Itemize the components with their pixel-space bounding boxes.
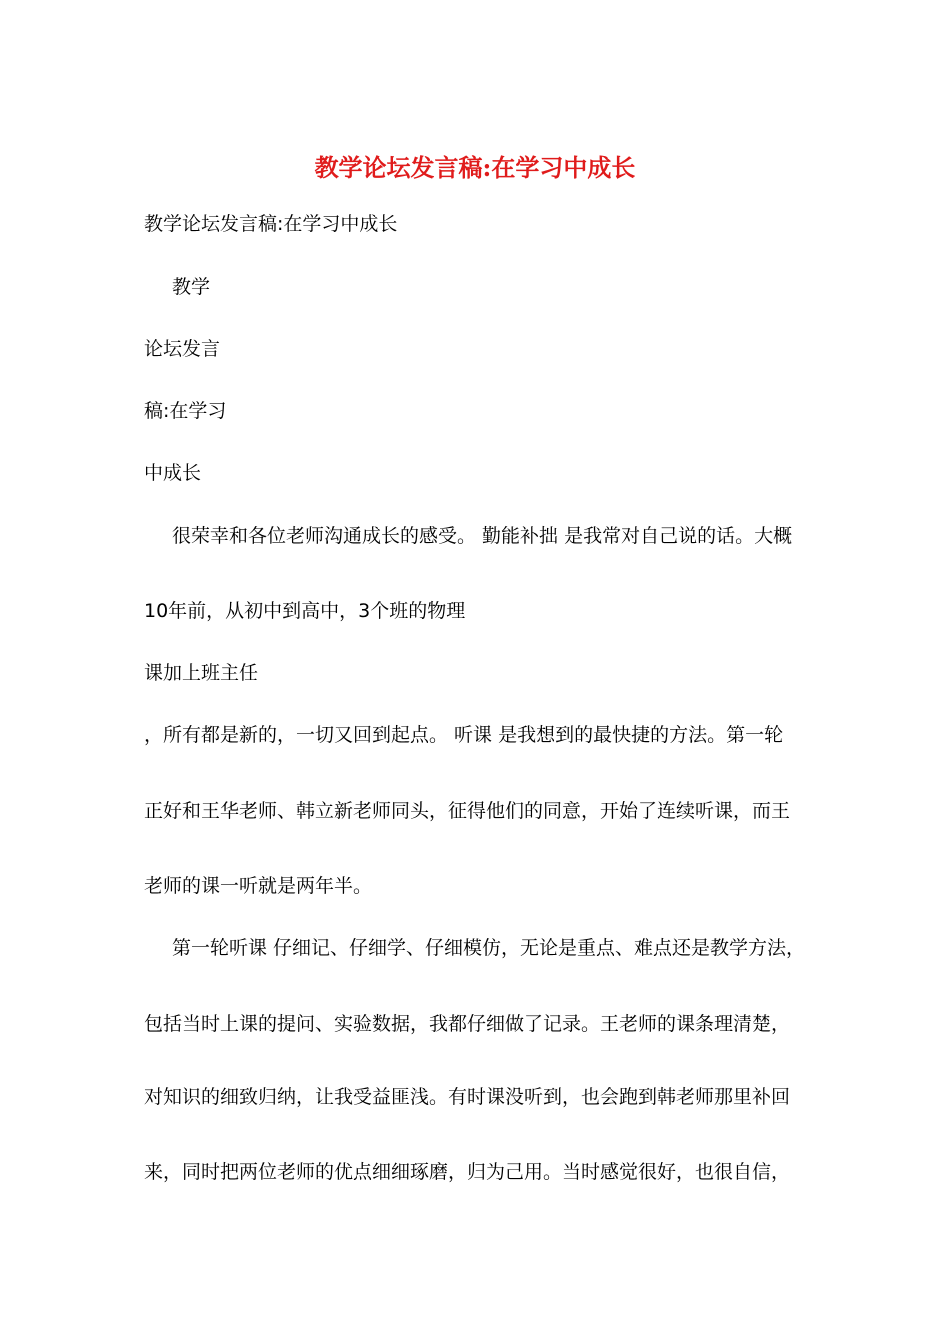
- subtitle-line: 教学论坛发言稿:在学习中成长: [144, 213, 398, 235]
- paragraph-line: 课加上班主任: [144, 662, 259, 684]
- text-line: 稿:在学习: [144, 400, 227, 422]
- paragraph-line: 包括当时上课的提问、实验数据，我都仔细做了记录。王老师的课条理清楚，: [144, 1013, 791, 1035]
- paragraph-line: 正好和王华老师、韩立新老师同头，征得他们的同意，开始了连续听课，而王: [144, 800, 791, 822]
- text-line: 中成长: [144, 462, 202, 484]
- paragraph-line: 来，同时把两位老师的优点细细琢磨，归为己用。当时感觉很好，也很自信，: [144, 1161, 791, 1183]
- paragraph-line: 很荣幸和各位老师沟通成长的感受。 勤能补拙 是我常对自己说的话。大概: [172, 525, 793, 547]
- paragraph-line: ，所有都是新的，一切又回到起点。 听课 是我想到的最快捷的方法。第一轮: [144, 724, 784, 746]
- paragraph-line: 第一轮听课 仔细记、仔细学、仔细模仿，无论是重点、难点还是教学方法，: [172, 937, 806, 959]
- document-title: 教学论坛发言稿:在学习中成长: [314, 153, 636, 182]
- text-line: 教学: [172, 276, 211, 298]
- text-line: 论坛发言: [144, 338, 221, 360]
- paragraph-line: 10年前，从初中到高中，3个班的物理: [144, 600, 466, 622]
- paragraph-line: 老师的课一听就是两年半。: [144, 875, 373, 897]
- paragraph-line: 对知识的细致归纳，让我受益匪浅。有时课没听到，也会跑到韩老师那里补回: [144, 1086, 791, 1108]
